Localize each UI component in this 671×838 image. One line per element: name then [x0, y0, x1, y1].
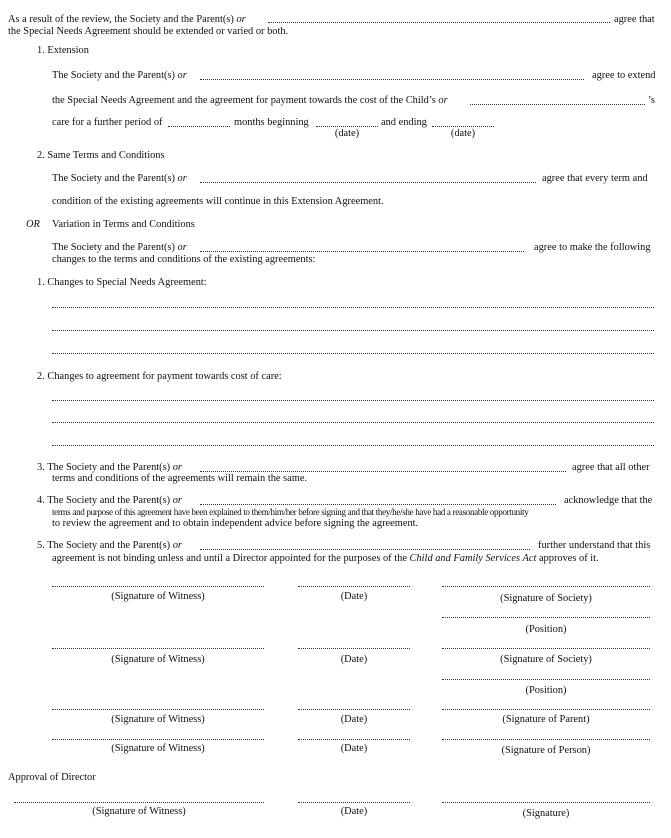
witness-signature-line-4[interactable]	[52, 739, 264, 740]
date-caption-4: (Date)	[340, 743, 368, 754]
item4-line-1: 4. The Society and the Parent(s) or	[37, 495, 182, 506]
intro-line-2: the Special Needs Agreement should be extended or varied or both.	[8, 26, 289, 37]
same-terms-heading: 2. Same Terms and Conditions	[37, 150, 165, 161]
variation-line-2: changes to the terms and conditions of the existing agreements:	[52, 254, 316, 265]
parent-signature-line[interactable]	[442, 709, 650, 710]
changes1-line-3[interactable]	[52, 353, 654, 354]
begin-date-label: (date)	[334, 128, 360, 139]
variation-heading: Variation in Terms and Conditions	[52, 219, 195, 230]
director-date-caption: (Date)	[340, 806, 368, 817]
person-caption: (Signature of Person)	[501, 745, 591, 756]
society-caption-1: (Signature of Society)	[500, 593, 592, 604]
begin-date-blank[interactable]	[316, 126, 378, 127]
date-caption-2: (Date)	[340, 654, 368, 665]
extension-line-2: the Special Needs Agreement and the agreement for payment towards the cost of the Child’s or	[52, 95, 448, 106]
society-caption-2: (Signature of Society)	[500, 654, 592, 665]
period-text: care for a further period of	[52, 117, 163, 128]
witness-caption-1: (Signature of Witness)	[111, 591, 205, 602]
changes-special-needs-heading: 1. Changes to Special Needs Agreement:	[37, 277, 207, 288]
intro-line-1: As a result of the review, the Society and the Parent(s) or	[8, 14, 246, 25]
extension-parent-blank[interactable]	[200, 79, 584, 80]
months-beginning-text: months beginning	[234, 117, 309, 128]
director-witness-caption: (Signature of Witness)	[92, 806, 186, 817]
item4-line-3: to review the agreement and to obtain independent advice before signing the agreement.	[52, 518, 419, 529]
variation-agree-text: agree to make the following	[534, 242, 651, 253]
item3-line-1: 3. The Society and the Parent(s) or	[37, 462, 182, 473]
society-signature-line-1[interactable]	[442, 586, 650, 587]
child-name-blank[interactable]	[470, 104, 645, 105]
and-ending-text: and ending	[381, 117, 427, 128]
months-blank[interactable]	[168, 126, 230, 127]
same-terms-agree-text: agree that every term and	[542, 173, 648, 184]
director-date-line[interactable]	[298, 802, 410, 803]
end-date-label: (date)	[450, 128, 476, 139]
item3-agree-text: agree that all other	[572, 462, 650, 473]
extension-line-1: The Society and the Parent(s) or	[52, 70, 187, 81]
date-line-3[interactable]	[298, 709, 410, 710]
possessive-mark: ’s	[648, 95, 655, 106]
changes1-line-2[interactable]	[52, 330, 654, 331]
same-terms-parent-blank[interactable]	[200, 182, 536, 183]
variation-line-1: The Society and the Parent(s) or	[52, 242, 187, 253]
date-line-4[interactable]	[298, 739, 410, 740]
witness-caption-2: (Signature of Witness)	[111, 654, 205, 665]
changes-payment-heading: 2. Changes to agreement for payment towards cost of care:	[37, 371, 282, 382]
item3-parent-blank[interactable]	[200, 471, 566, 472]
item5-parent-blank[interactable]	[200, 549, 530, 550]
position-caption-2: (Position)	[525, 685, 567, 696]
extension-agree-text: agree to extend	[592, 70, 656, 81]
same-terms-line-2: condition of the existing agreements will continue in this Extension Agreement.	[52, 196, 384, 207]
item4-acknowledge-text: acknowledge that the	[564, 495, 653, 506]
intro-agree-text: agree that	[614, 14, 655, 25]
extension-heading: 1. Extension	[37, 45, 89, 56]
witness-signature-line-2[interactable]	[52, 648, 264, 649]
witness-signature-line-3[interactable]	[52, 709, 264, 710]
parent-caption: (Signature of Parent)	[502, 714, 590, 725]
date-line-1[interactable]	[298, 586, 410, 587]
changes2-line-1[interactable]	[52, 400, 654, 401]
position-line-1[interactable]	[442, 617, 650, 618]
act-name: Child and Family Services Act	[409, 553, 537, 564]
item4-line-2: terms and purpose of this agreement have been explained to them/him/her before signing and that they/he/she have had a reasonable opportunity	[52, 507, 529, 517]
witness-caption-4: (Signature of Witness)	[111, 743, 205, 754]
person-signature-line[interactable]	[442, 739, 650, 740]
or-label: OR	[26, 219, 40, 230]
date-caption-1: (Date)	[340, 591, 368, 602]
witness-caption-3: (Signature of Witness)	[111, 714, 205, 725]
director-signature-line[interactable]	[442, 802, 650, 803]
position-caption-1: (Position)	[525, 624, 567, 635]
item5-line-1: 5. The Society and the Parent(s) or	[37, 540, 182, 551]
changes1-line-1[interactable]	[52, 307, 654, 308]
same-terms-line-1: The Society and the Parent(s) or	[52, 173, 187, 184]
director-signature-caption: (Signature)	[522, 808, 570, 819]
society-signature-line-2[interactable]	[442, 648, 650, 649]
date-line-2[interactable]	[298, 648, 410, 649]
changes2-line-2[interactable]	[52, 422, 654, 423]
approval-heading: Approval of Director	[8, 772, 96, 783]
end-date-blank[interactable]	[432, 126, 494, 127]
director-witness-line[interactable]	[14, 802, 264, 803]
changes2-line-3[interactable]	[52, 445, 654, 446]
item3-line-2: terms and conditions of the agreements will remain the same.	[52, 473, 308, 484]
variation-parent-blank[interactable]	[200, 251, 524, 252]
position-line-2[interactable]	[442, 679, 650, 680]
item5-line-2: agreement is not binding unless and until a Director appointed for the purposes of the Child and Family Services Act approves of it.	[52, 553, 599, 564]
item5-understand-text: further understand that this	[538, 540, 651, 551]
date-caption-3: (Date)	[340, 714, 368, 725]
item4-parent-blank[interactable]	[200, 504, 556, 505]
or-word: or	[236, 14, 246, 25]
parent-name-blank[interactable]	[268, 22, 610, 23]
witness-signature-line-1[interactable]	[52, 586, 264, 587]
